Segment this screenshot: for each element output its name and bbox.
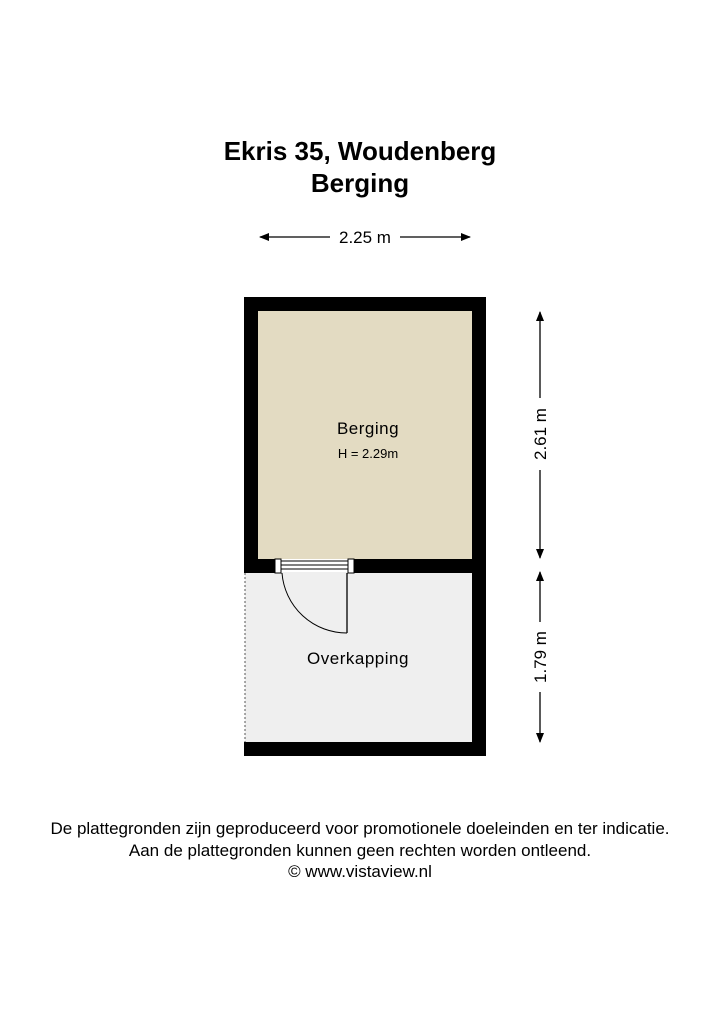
wall-left: [244, 297, 258, 573]
disclaimer-line-2: Aan de plattegronden kunnen geen rechten worden ontleend.: [128, 841, 592, 860]
width-label: 2.25 m: [339, 228, 391, 247]
plan-title-floor: Berging: [310, 168, 410, 198]
plan-title-address: Ekris 35, Woudenberg: [223, 136, 497, 166]
copyright-line: © www.vistaview.nl: [288, 862, 432, 881]
wall-mid-right: [354, 559, 472, 573]
width-dimension: [260, 228, 470, 247]
room-label-overkapping: Overkapping: [307, 649, 409, 668]
room-label-berging: Berging: [336, 419, 400, 438]
height-bottom-label: 1.79 m: [531, 631, 550, 683]
room-height-berging: H = 2.29m: [337, 446, 399, 461]
wall-right: [472, 297, 486, 756]
wall-mid-left: [244, 559, 275, 573]
disclaimer-line-1: De plattegronden zijn geproduceerd voor promotionele doeleinden en ter indicatie.: [50, 819, 670, 838]
wall-top: [244, 297, 486, 311]
height-top-label: 2.61 m: [531, 408, 550, 460]
height-dimension-bottom: [531, 572, 550, 742]
height-dimension-top: [531, 312, 550, 558]
wall-bottom: [244, 742, 486, 756]
